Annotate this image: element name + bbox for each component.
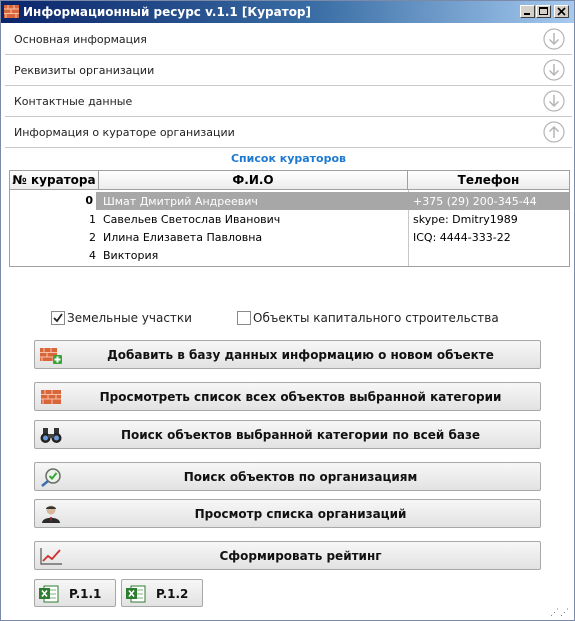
button-label: Добавить в базу данных информацию о новом объекте [107, 348, 494, 362]
cell-phone: +375 (29) 200-345-44 [413, 195, 537, 208]
add-object-button[interactable] [34, 340, 541, 369]
chevron-down-icon[interactable] [543, 90, 565, 112]
window-title: Информационный ресурс v.1.1 [Куратор] [23, 5, 312, 19]
accordion-item-main-info[interactable] [5, 24, 572, 55]
chevron-down-icon[interactable] [543, 28, 565, 50]
checkmark-icon [52, 312, 64, 324]
resize-grip[interactable]: ⋰⋰ [550, 607, 570, 617]
cell-phone: ICQ: 4444-333-22 [413, 231, 511, 244]
table-row[interactable] [10, 192, 569, 210]
button-label: P.1.1 [69, 587, 102, 601]
close-icon [555, 6, 568, 17]
table-row[interactable] [10, 228, 569, 246]
title-bar[interactable] [1, 1, 574, 23]
curators-list-title: Список кураторов [230, 152, 346, 165]
close-button[interactable] [554, 5, 569, 18]
cell-number: 1 [89, 213, 96, 226]
report-p11-button[interactable] [34, 579, 116, 607]
cell-number: 2 [89, 231, 96, 244]
accordion-label: Основная информация [14, 33, 147, 46]
add-brick-icon [39, 345, 63, 365]
cell-name: Савельев Светослав Иванович [103, 213, 281, 226]
accordion-item-curator-info[interactable] [5, 117, 572, 148]
excel-icon [126, 584, 146, 603]
accordion-label: Информация о кураторе организации [14, 126, 235, 139]
accordion-label: Реквизиты организации [14, 64, 155, 77]
checkbox-box[interactable] [51, 311, 65, 325]
cell-name: Илина Елизавета Павловна [103, 231, 263, 244]
cell-phone: skype: Dmitry1989 [413, 213, 518, 226]
checkbox-label: Объекты капитального строительства [253, 311, 499, 325]
report-p12-button[interactable] [121, 579, 203, 607]
button-label: Поиск объектов по организациям [183, 470, 418, 484]
column-header-number[interactable]: № куратора [10, 171, 99, 190]
brick-icon [39, 387, 63, 407]
table-row[interactable] [10, 210, 569, 228]
cell-name: Шмат Дмитрий Андреевич [103, 195, 258, 208]
column-header-phone[interactable]: Телефон [408, 171, 569, 190]
chevron-down-icon[interactable] [543, 59, 565, 81]
minimize-button[interactable] [520, 5, 535, 18]
maximize-icon [537, 6, 550, 17]
button-label: Просмотреть список всех объектов выбранной категории [99, 390, 502, 404]
chart-icon [39, 546, 63, 566]
table-row[interactable] [10, 246, 569, 264]
maximize-button[interactable] [536, 5, 551, 18]
excel-icon [39, 584, 59, 603]
cell-number: 4 [89, 249, 96, 262]
build-rating-button[interactable] [34, 541, 541, 570]
search-check-icon [39, 467, 63, 487]
button-label: P.1.2 [156, 587, 189, 601]
accordion-item-requisites[interactable] [5, 55, 572, 86]
accordion [5, 24, 572, 148]
cell-number: 0 [10, 192, 96, 210]
accordion-item-contacts[interactable] [5, 86, 572, 117]
chevron-up-icon[interactable] [543, 121, 565, 143]
checkbox-box[interactable] [237, 311, 251, 325]
search-by-organizations-button[interactable] [34, 462, 541, 491]
column-header-name[interactable]: Ф.И.О [99, 171, 408, 190]
button-label: Поиск объектов выбранной категории по всей базе [120, 428, 481, 442]
brick-icon [4, 5, 19, 18]
accordion-label: Контактные данные [14, 95, 133, 108]
search-category-button[interactable] [34, 420, 541, 449]
button-label: Сформировать рейтинг [219, 549, 382, 563]
view-category-objects-button[interactable] [34, 382, 541, 411]
curators-table[interactable] [9, 170, 570, 267]
checkbox-label: Земельные участки [67, 311, 192, 325]
button-label: Просмотр списка организаций [194, 507, 407, 521]
person-icon [39, 504, 63, 524]
binoculars-icon [39, 425, 63, 445]
view-organizations-button[interactable] [34, 499, 541, 528]
cell-name: Виктория [103, 249, 159, 262]
minimize-icon [521, 6, 534, 17]
